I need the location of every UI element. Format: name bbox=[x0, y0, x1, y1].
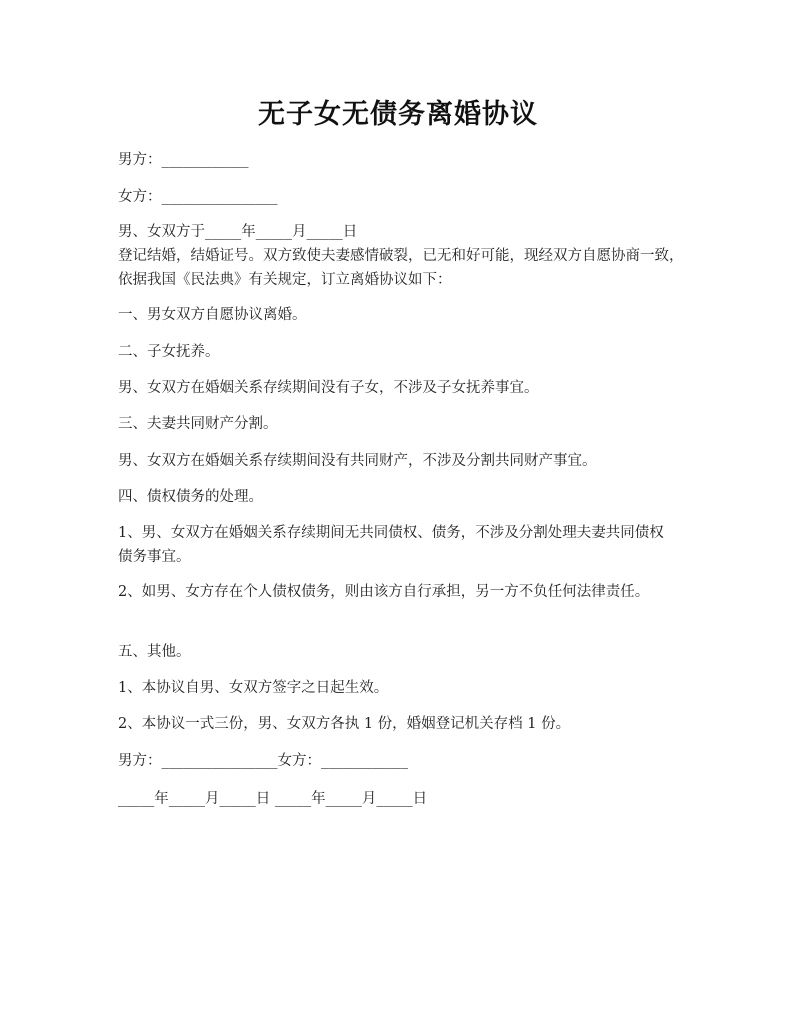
signature-line: 男方：________________女方：____________ bbox=[118, 753, 408, 769]
male-party-line: 男方：____________ bbox=[118, 152, 249, 168]
marriage-date-line: 男、女双方于_____年_____月_____日 bbox=[118, 224, 358, 240]
section-1-heading: 一、男女双方自愿协议离婚。 bbox=[118, 307, 307, 323]
intro-paragraph: 登记结婚，结婚证号。双方致使夫妻感情破裂，已无和好可能，现经双方自愿协商一致，依据我国《民法典》有关规定，订立离婚协议如下： bbox=[118, 248, 684, 288]
section-4-heading: 四、债权债务的处理。 bbox=[118, 489, 263, 505]
section-3-heading: 三、夫妻共同财产分割。 bbox=[118, 416, 278, 432]
signature-date-line: _____年_____月_____日 _____年_____月_____日 bbox=[118, 791, 428, 807]
female-party-line: 女方：________________ bbox=[118, 189, 278, 205]
section-5-item-2: 2、本协议一式三份，男、女双方各执 1 份，婚姻登记机关存档 1 份。 bbox=[118, 716, 571, 732]
section-2-heading: 二、子女抚养。 bbox=[118, 344, 220, 360]
section-5-item-1: 1、本协议自男、女双方签字之日起生效。 bbox=[118, 680, 389, 696]
section-4-item-1: 1、男、女双方在婚姻关系存续期间无共同债权、债务，不涉及分割处理夫妻共同债权债务事宜。 bbox=[118, 525, 664, 565]
section-2-text: 男、女双方在婚姻关系存续期间没有子女，不涉及子女抚养事宜。 bbox=[118, 380, 539, 396]
section-3-text: 男、女双方在婚姻关系存续期间没有共同财产，不涉及分割共同财产事宜。 bbox=[118, 453, 597, 469]
section-5-heading: 五、其他。 bbox=[118, 644, 191, 660]
section-4-item-2: 2、如男、女方存在个人债权债务，则由该方自行承担，另一方不负任何法律责任。 bbox=[118, 584, 650, 600]
document-title: 无子女无债务离婚协议 bbox=[258, 99, 538, 130]
